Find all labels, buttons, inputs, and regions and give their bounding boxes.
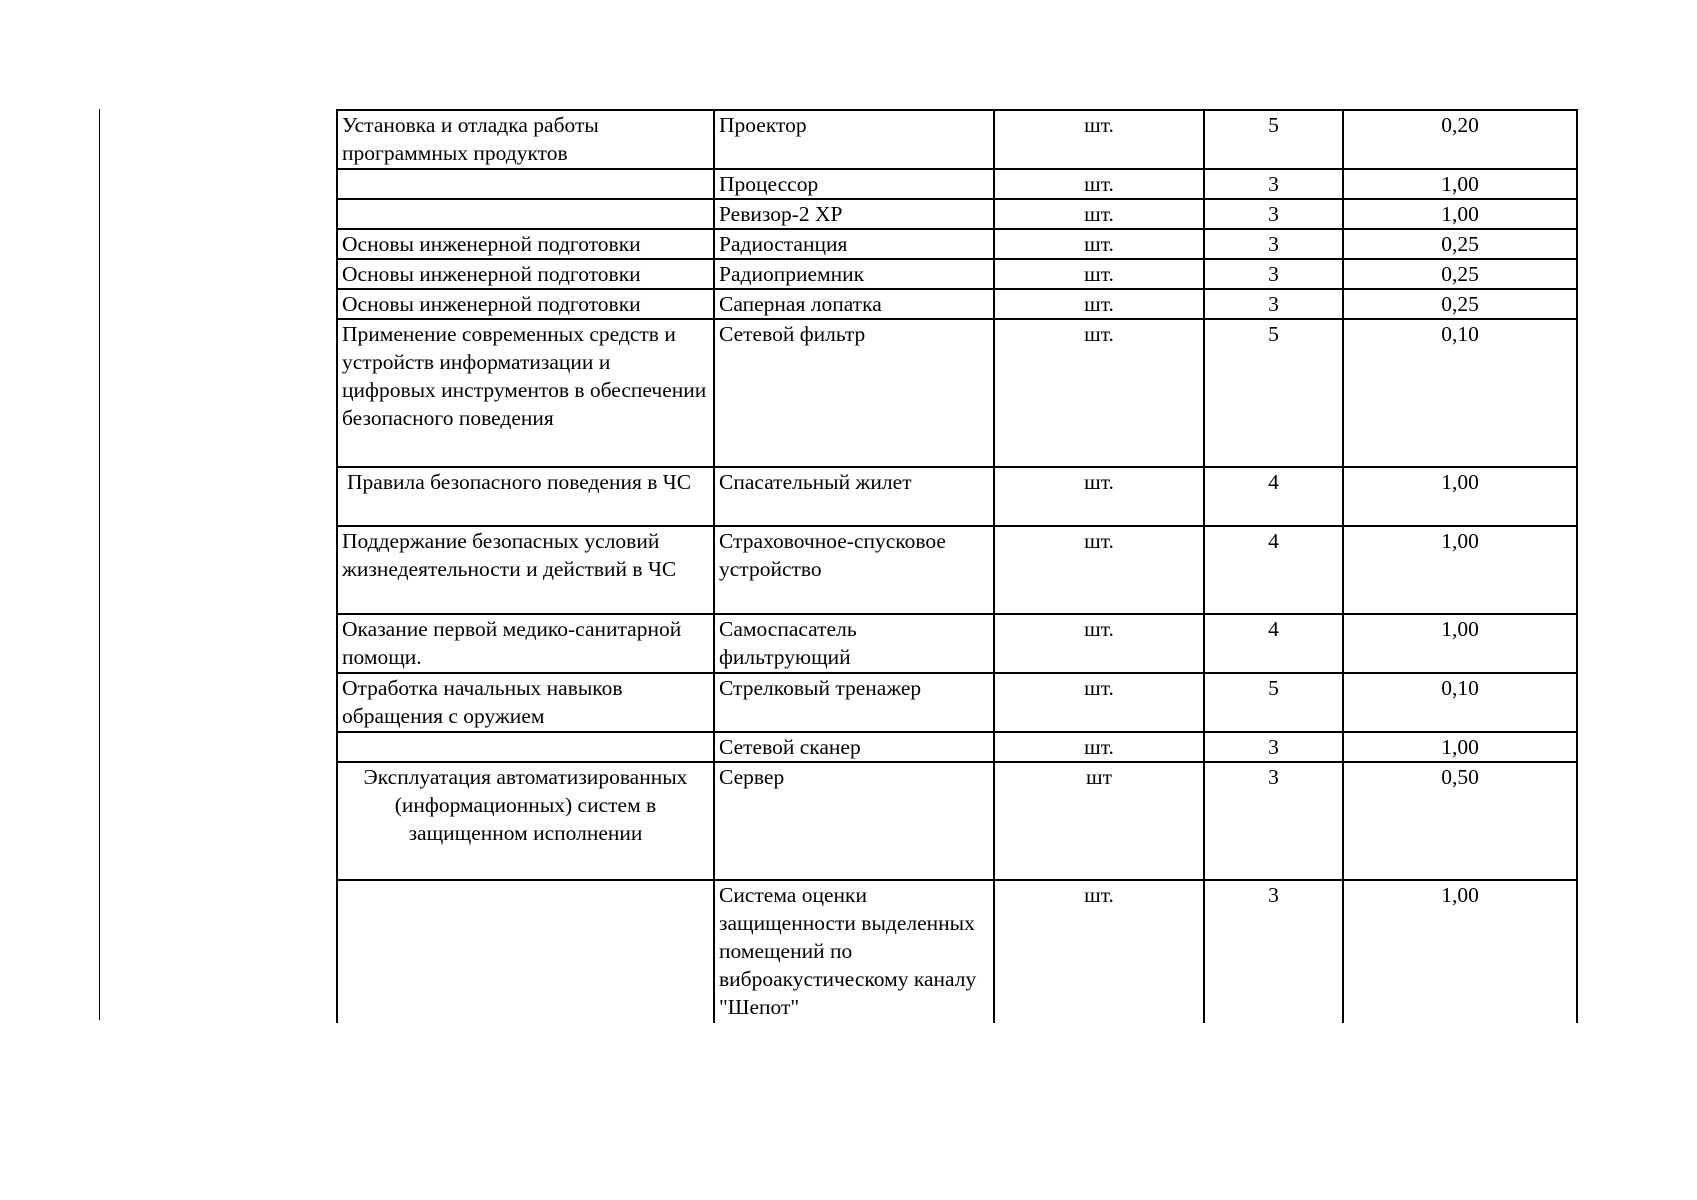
subject-cell: Основы инженерной подготовки	[337, 229, 714, 259]
unit-cell: шт.	[994, 732, 1204, 762]
subject-cell: Отработка начальных навыков обращения с оружием	[337, 673, 714, 732]
subject-cell	[337, 880, 714, 1023]
left-margin-rule	[99, 109, 100, 1020]
unit-cell: шт.	[994, 526, 1204, 614]
norm-cell: 1,00	[1343, 732, 1577, 762]
unit-cell: шт.	[994, 110, 1204, 169]
item-cell: Процессор	[714, 169, 994, 199]
table-row	[337, 110, 1577, 169]
unit-cell: шт.	[994, 229, 1204, 259]
table-row	[337, 319, 1577, 467]
item-cell: Сетевой фильтр	[714, 319, 994, 467]
norm-cell: 0,25	[1343, 229, 1577, 259]
subject-cell: Эксплуатация автоматизированных (информационных) систем в защищенном исполнении	[337, 762, 714, 880]
norm-cell: 1,00	[1343, 880, 1577, 1023]
item-cell: Ревизор-2 XP	[714, 199, 994, 229]
unit-cell: шт.	[994, 289, 1204, 319]
item-cell: Радиоприемник	[714, 259, 994, 289]
item-cell: Спасательный жилет	[714, 467, 994, 526]
unit-cell: шт.	[994, 467, 1204, 526]
qty-cell: 3	[1204, 732, 1343, 762]
table-row	[337, 199, 1577, 229]
item-cell: Система оценки защищенности выделенных помещений по виброакустическому каналу "Шепот"	[714, 880, 994, 1023]
subject-cell	[337, 169, 714, 199]
qty-cell: 4	[1204, 614, 1343, 673]
table-row	[337, 673, 1577, 732]
table-row	[337, 762, 1577, 880]
qty-cell: 3	[1204, 199, 1343, 229]
qty-cell: 4	[1204, 467, 1343, 526]
qty-cell: 3	[1204, 229, 1343, 259]
qty-cell: 3	[1204, 762, 1343, 880]
table-row	[337, 526, 1577, 614]
norm-cell: 0,10	[1343, 319, 1577, 467]
norm-cell: 1,00	[1343, 199, 1577, 229]
table-row	[337, 259, 1577, 289]
unit-cell: шт.	[994, 614, 1204, 673]
item-cell: Сервер	[714, 762, 994, 880]
item-cell: Сетевой сканер	[714, 732, 994, 762]
table-row	[337, 289, 1577, 319]
norm-cell: 1,00	[1343, 169, 1577, 199]
norm-cell: 1,00	[1343, 526, 1577, 614]
norm-cell: 0,25	[1343, 289, 1577, 319]
qty-cell: 3	[1204, 289, 1343, 319]
equipment-table	[336, 109, 1578, 1023]
table-row	[337, 169, 1577, 199]
norm-cell: 0,20	[1343, 110, 1577, 169]
table-row	[337, 467, 1577, 526]
norm-cell: 0,10	[1343, 673, 1577, 732]
subject-cell: Применение современных средств и устройств информатизации и цифровых инструментов в обеспечении безопасного поведения	[337, 319, 714, 467]
qty-cell: 5	[1204, 110, 1343, 169]
item-cell: Саперная лопатка	[714, 289, 994, 319]
subject-cell: Оказание первой медико-санитарной помощи.	[337, 614, 714, 673]
qty-cell: 3	[1204, 169, 1343, 199]
table-row	[337, 229, 1577, 259]
qty-cell: 5	[1204, 673, 1343, 732]
subject-cell: Основы инженерной подготовки	[337, 289, 714, 319]
unit-cell: шт.	[994, 169, 1204, 199]
item-cell: Страховочное-спусковое устройство	[714, 526, 994, 614]
qty-cell: 3	[1204, 880, 1343, 1023]
unit-cell: шт.	[994, 319, 1204, 467]
unit-cell: шт.	[994, 259, 1204, 289]
qty-cell: 4	[1204, 526, 1343, 614]
item-cell: Самоспасатель фильтрующий	[714, 614, 994, 673]
table-row	[337, 732, 1577, 762]
subject-cell: Правила безопасного поведения в ЧС	[337, 467, 714, 526]
table-row	[337, 880, 1577, 1023]
norm-cell: 0,25	[1343, 259, 1577, 289]
subject-cell: Установка и отладка работы программных продуктов	[337, 110, 714, 169]
subject-cell: Основы инженерной подготовки	[337, 259, 714, 289]
unit-cell: шт.	[994, 199, 1204, 229]
qty-cell: 5	[1204, 319, 1343, 467]
table-row	[337, 614, 1577, 673]
subject-cell	[337, 199, 714, 229]
item-cell: Проектор	[714, 110, 994, 169]
norm-cell: 1,00	[1343, 467, 1577, 526]
subject-cell	[337, 732, 714, 762]
item-cell: Радиостанция	[714, 229, 994, 259]
qty-cell: 3	[1204, 259, 1343, 289]
unit-cell: шт.	[994, 880, 1204, 1023]
unit-cell: шт	[994, 762, 1204, 880]
item-cell: Стрелковый тренажер	[714, 673, 994, 732]
norm-cell: 0,50	[1343, 762, 1577, 880]
subject-cell: Поддержание безопасных условий жизнедеятельности и действий в ЧС	[337, 526, 714, 614]
norm-cell: 1,00	[1343, 614, 1577, 673]
unit-cell: шт.	[994, 673, 1204, 732]
